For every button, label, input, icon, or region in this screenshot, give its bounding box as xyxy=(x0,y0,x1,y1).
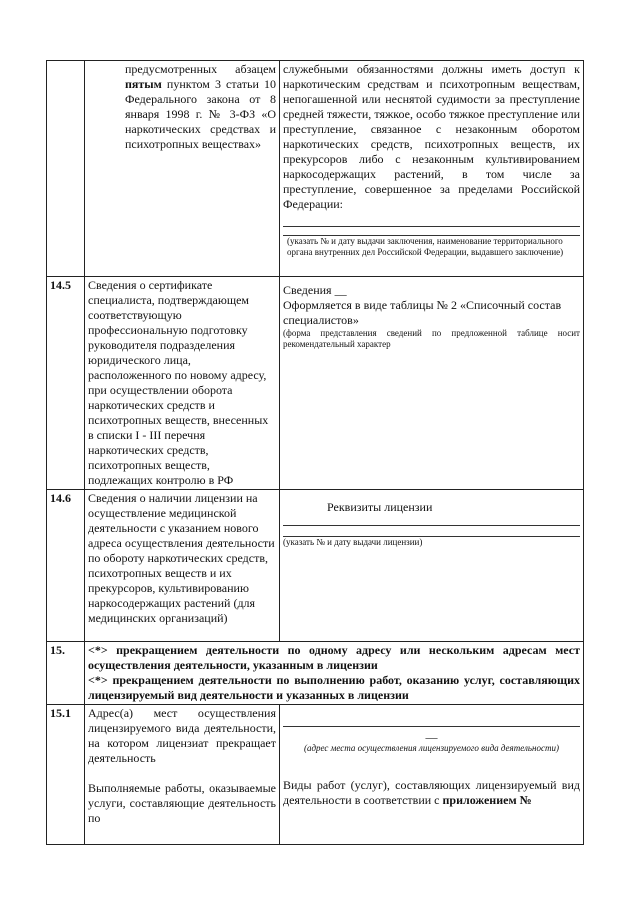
field-hint: (адрес места осуществления лицензируемого вида деятельности) xyxy=(304,743,559,753)
license-details-title: Реквизиты лицензии xyxy=(327,500,433,514)
table-row xyxy=(47,705,584,845)
option-termination-address: <*> прекращением деятельности по одному адресу или нескольким адресам мест осуществления деятельности, указанным в лицензии xyxy=(88,643,580,672)
section-header-cell xyxy=(85,642,584,705)
left-line: психотропных веществах» xyxy=(125,137,262,151)
row-label-cell: Сведения о наличии лицензии на осуществление медицинской деятельности с указанием нового адреса осуществления деятельности по обороту наркотических средств, психотропных веществ и их прекурсоров, культивированию наркосодержащих растений (для медицинских организаций) xyxy=(85,490,280,642)
left-line: предусмотренных абзацем xyxy=(125,62,276,76)
works-label: Выполняемые работы, оказываемые услуги, составляющие деятельность по xyxy=(88,781,276,825)
left-line: наркотических средствах и xyxy=(125,122,276,136)
fill-line xyxy=(283,227,580,236)
row-number: 14.6 xyxy=(47,490,85,642)
row-label-cell: Сведения о сертификате специалиста, подтверждающем соответствующую профессиональную подготовку руководителя подразделения юридического лица, расположенного по новому адресу, при осуществлении оборота наркотических средств и психотропных веществ, внесенных в списки I - III перечня наркотических средств, психотропных веществ, подлежащих контролю в РФ xyxy=(85,277,280,490)
row-value-cell xyxy=(280,61,584,277)
row-number: 14.5 xyxy=(47,277,85,490)
license-form-table xyxy=(46,60,584,845)
field-hint: (указать № и дату выдачи лицензии) xyxy=(283,537,423,547)
option-termination-works: <*> прекращением деятельности по выполнению работ, оказанию услуг, составляющих лицензируемый вид деятельности и указанных в лицензии xyxy=(88,673,580,702)
row-number: 15.1 xyxy=(47,705,85,845)
info-main: Оформляется в виде таблицы № 2 «Списочный состав специалистов» xyxy=(283,298,562,327)
requirement-text: служебными обязанностями должны иметь доступ к наркотическим средствам и психотропным веществам, непогашенной или неснятой судимости за преступление средней тяжести, тяжкое, особо тяжкое преступление или преступление, связанное с незаконным оборотом наркотических средств, психотропных веществ, их прекурсоров либо с незаконным культивированием наркосодержащих растений, в том числе за преступление, совершенное за пределами Российской Федерации: xyxy=(283,62,580,211)
row-number: 15. xyxy=(47,642,85,705)
field-hint: (форма представления сведений по предложенной таблице носит рекомендательный характер xyxy=(283,328,580,349)
left-line: Федерального закона от 8 xyxy=(125,92,276,106)
left-line: пятым пунктом 3 статьи 10 xyxy=(125,77,276,91)
fill-line xyxy=(283,515,580,526)
info-title: Сведения __ xyxy=(283,283,347,297)
row-number-cell xyxy=(47,61,85,277)
table-row xyxy=(47,277,584,490)
dash-mark: — xyxy=(425,730,438,744)
works-description: Виды работ (услуг), составляющих лицензируемый вид деятельности в соответствии с приложением № xyxy=(283,778,580,807)
fill-line xyxy=(283,712,580,727)
row-value-cell xyxy=(280,705,584,845)
table-row xyxy=(47,642,584,705)
fill-line xyxy=(283,212,580,227)
table-row xyxy=(47,61,584,277)
row-value-cell xyxy=(280,277,584,490)
row-label-cell xyxy=(85,705,280,845)
address-label: Адрес(а) мест осуществления лицензируемого вида деятельности, на котором лицензиат прекращает деятельность xyxy=(88,706,276,765)
table-row xyxy=(47,490,584,642)
row-value-cell xyxy=(280,490,584,642)
field-hint: (указать № и дату выдачи заключения, наименование территориального органа внутренних дел Российской Федерации, выдавшего заключение) xyxy=(287,236,564,257)
fill-line xyxy=(283,530,580,537)
left-line: января 1998 г. № 3-ФЗ «О xyxy=(125,107,276,121)
row-label-cell xyxy=(85,61,280,277)
